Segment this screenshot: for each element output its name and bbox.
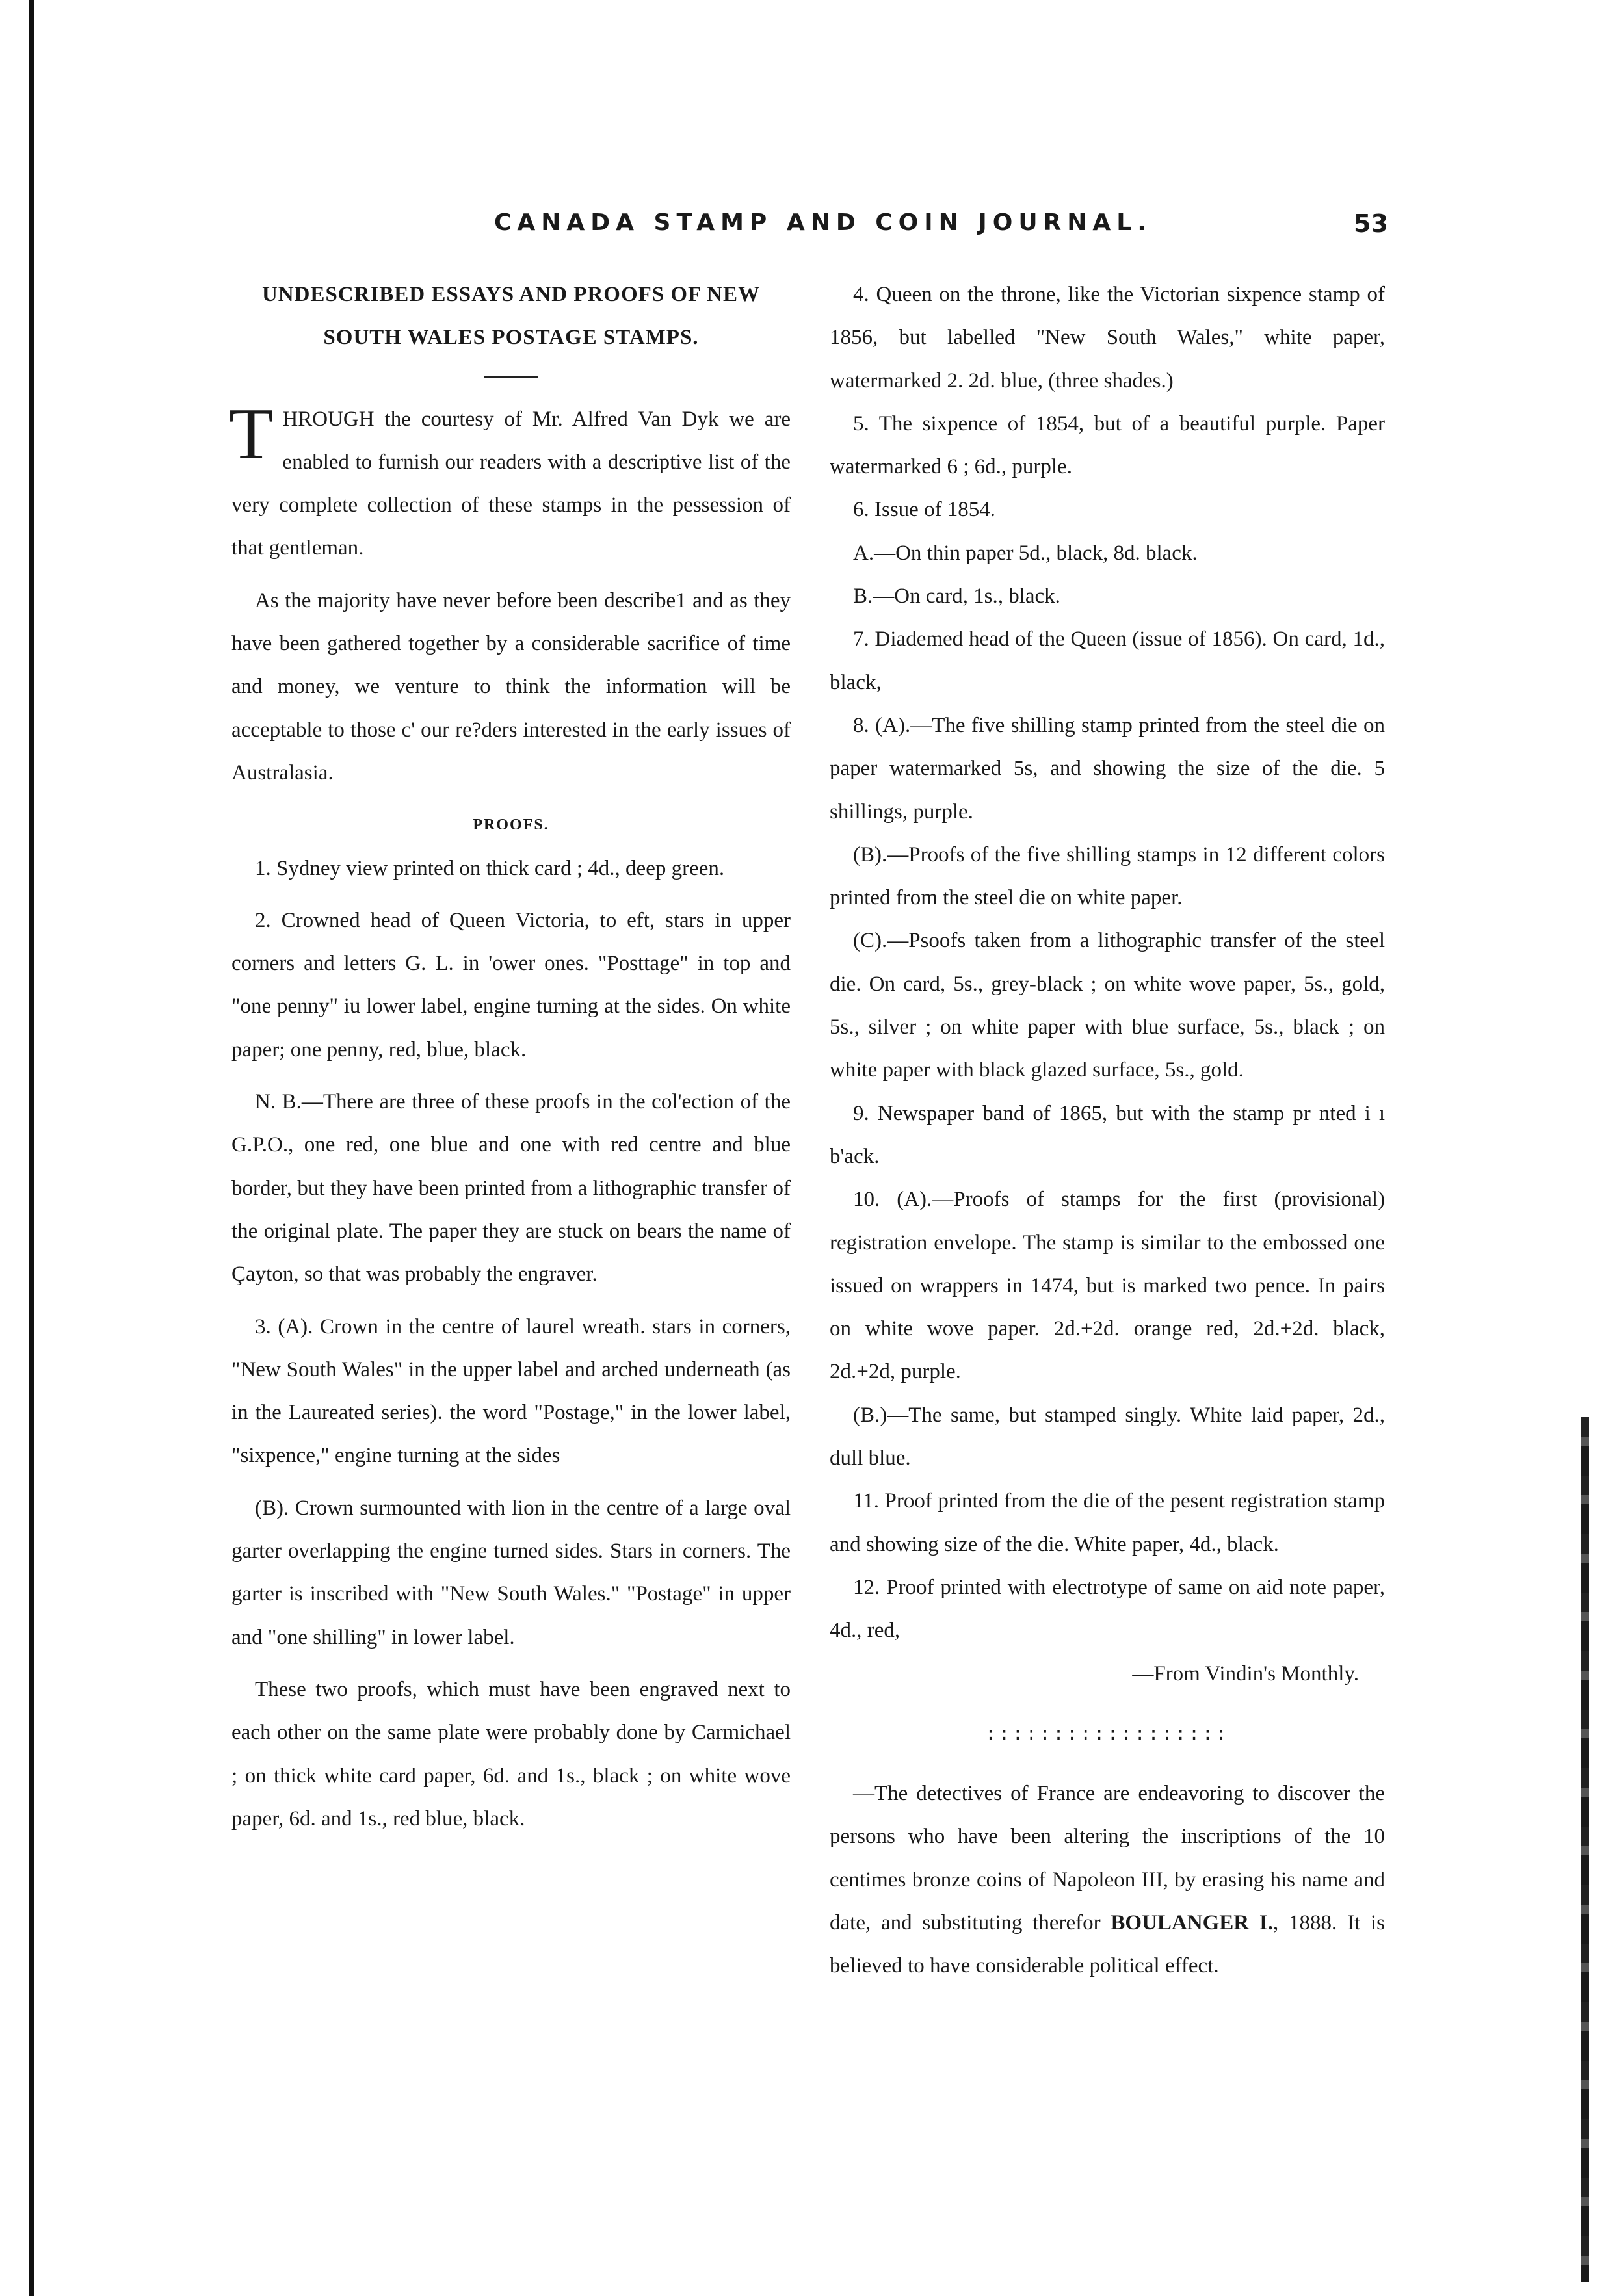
left-items-list [231,847,791,1841]
list-item: These two proofs, which must have been engraved next to each other on the same plate were probably done by Carmichael ; on thick white card paper, 6d. and 1s., black ; on white wove paper, 6d. and 1s., red blue, black. [231,1677,791,1831]
list-item: 10. (A).—Proofs of stamps for the first (provisional) registration envelope. The stamp is similar to the embossed one issued on wrappers in 1474, but is marked two pence. In pairs on white wove paper. 2d.+2d. orange red, 2d.+2d. black, 2d.+2d, purple. [830,1188,1385,1384]
list-item: 5. The sixpence of 1854, but of a beautiful purple. Paper watermarked 6 ; 6d., purple. [830,411,1385,479]
page-number: 53 [1354,209,1388,238]
list-item: 8. (A).—The five shilling stamp printed from the steel die on paper watermarked 5s, and showing the size of the die. 5 shillings, purple. [830,713,1385,824]
left-column [231,273,791,1840]
page-scan-edge [1581,1417,1589,2282]
list-item: 12. Proof printed with electrotype of same on aid note paper, 4d., red, [830,1575,1385,1643]
news-smallcaps-name: BOULANGER I. [1111,1911,1273,1935]
list-item: (B).—Proofs of the five shilling stamps in 12 different colors printed from the steel die on white paper. [830,842,1385,910]
list-item: (B.)—The same, but stamped singly. White laid paper, 2d., dull blue. [830,1403,1385,1470]
list-item: A.—On thin paper 5d., black, 8d. black. [853,541,1198,565]
news-text-after: , 1888. It is believed to have considerable political effect. [830,1911,1385,1978]
title-rule [484,376,538,378]
list-item: 1. Sydney view printed on thick card ; 4d., deep green. [255,856,725,880]
list-item: 4. Queen on the throne, like the Victorian sixpence stamp of 1856, but labelled "New South Wales," white paper, watermarked 2. 2d. blue, (three shades.) [830,283,1385,393]
list-item: (B). Crown surmounted with lion in the centre of a large oval garter overlapping the engine turned sides. Stars in corners. The garter is inscribed with "New South Wales." "Postage" in upper and "one shilling" in lower label. [231,1496,791,1649]
running-head: CANADA STAMP AND COIN JOURNAL. [494,209,1152,236]
article-title-line-1: UNDESCRIBED ESSAYS AND PROOFS OF NEW [261,283,761,306]
list-item: 2. Crowned head of Queen Victoria, to eft, stars in upper corners and letters G. L. in 'ower ones. "Posttage" in top and "one penny" iu lower label, engine turning at the sides. On white paper; one penny, red, blue, black. [231,908,791,1062]
list-item: B.—On card, 1s., black. [853,584,1060,608]
drop-cap: T [229,393,274,475]
list-item: N. B.—There are three of these proofs in the col'ection of the G.P.O., one red, one blue and one with red centre and blue border, but they have been printed from a lithographic transfer of the original plate. The paper they are stuck on bears the name of Çayton, so that was probably the engraver. [231,1090,791,1286]
list-item: 6. Issue of 1854. [853,498,996,522]
right-column [830,273,1385,1988]
page-binding-edge [29,0,34,2296]
news-text-before: —The detectives of France are endeavoring to discover the persons who have been altering the inscriptions of the 10 centimes bronze coins of Napoleon III, by erasing his name and date, and substituting therefor [830,1782,1385,1935]
news-paragraph [830,1772,1385,1987]
intro-paragraph [229,393,791,570]
intro-text: HROUGH the courtesy of Mr. Alfred Van Dyk we are enabled to furnish our readers with a descriptive list of the very complete collection of these stamps in the pessession of that gentleman. [231,407,791,560]
list-item: (C).—Psoofs taken from a lithographic transfer of the steel die. On card, 5s., grey-black ; on white wove paper, 5s., gold, 5s., silver ; on white paper with blue surface, 5s., black ; on white paper with black glazed surface, 5s., gold. [830,929,1385,1082]
right-items-list [830,273,1385,1652]
section-separator: :::::::::::::::::: [985,1722,1229,1744]
list-item: 11. Proof printed from the die of the pesent registration stamp and showing size of the die. White paper, 4d., black. [830,1489,1385,1556]
list-item: 7. Diademed head of the Queen (issue of 1856). On card, 1d., black, [830,627,1385,694]
paragraph-2: As the majority have never before been describe1 and as they have been gathered together by a considerable sacrifice of time and money, we venture to think the information will be acceptable to those c' our re?ders interested in the early issues of Australasia. [231,588,791,785]
list-item: 9. Newspaper band of 1865, but with the stamp pr nted i ı b'ack. [830,1101,1385,1168]
article-title-line-2: SOUTH WALES POSTAGE STAMPS. [323,326,699,350]
proofs-heading: PROOFS. [473,816,549,834]
list-item: 3. (A). Crown in the centre of laurel wreath. stars in corners, "New South Wales" in the upper label and arched underneath (as in the Laureated series). the word "Postage," in the lower label, "sixpence," engine turning at the sides [231,1314,791,1468]
attribution: —From Vindin's Monthly. [1132,1662,1359,1686]
